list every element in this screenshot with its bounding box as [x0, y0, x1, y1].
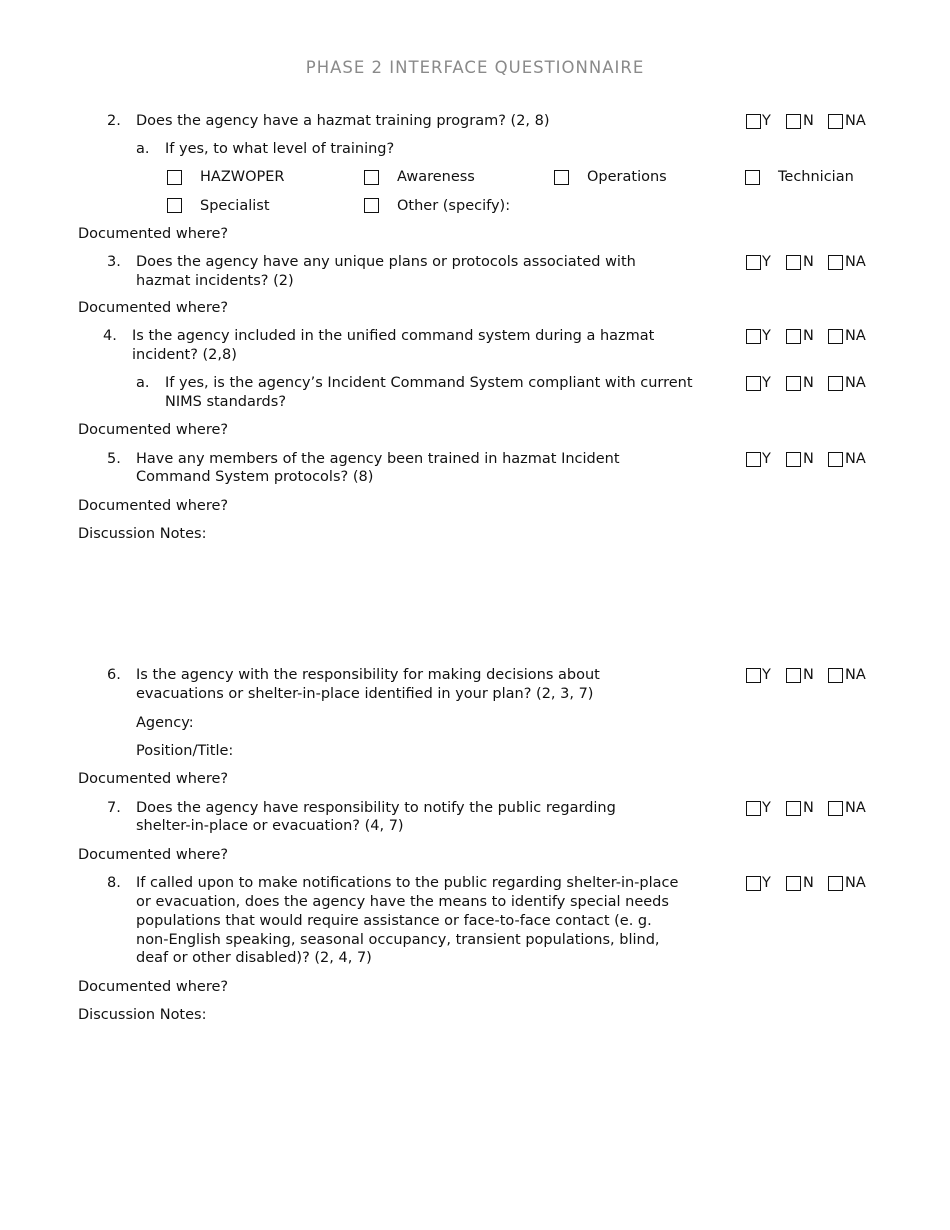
na-label: NA: [845, 667, 866, 683]
question-6-na-checkbox[interactable]: [828, 668, 843, 683]
no-label: N: [803, 254, 814, 270]
question-8-documented-where: Documented where?: [78, 979, 229, 995]
question-3-no-checkbox[interactable]: [786, 255, 801, 270]
question-3-answer-group: [746, 253, 876, 272]
question-3-yes-checkbox[interactable]: [746, 255, 761, 270]
question-5-no-checkbox[interactable]: [786, 452, 801, 467]
question-6-no-checkbox[interactable]: [786, 668, 801, 683]
no-label: N: [803, 800, 814, 816]
question-5-documented-where: Documented where?: [78, 498, 229, 514]
no-label: N: [803, 375, 814, 391]
question-2-answer-group: [746, 112, 876, 131]
question-4a-letter: a.: [136, 375, 150, 391]
question-2-text: Does the agency have a hazmat training program? (2, 8): [136, 113, 550, 129]
question-5-number: 5.: [107, 451, 121, 467]
question-8-text-line5: deaf or other disabled)? (2, 4, 7): [136, 950, 372, 966]
question-7-answer-group: [746, 799, 876, 818]
question-8-answer-group: [746, 874, 876, 893]
position-title-label: Position/Title:: [136, 743, 234, 759]
question-8-yes-checkbox[interactable]: [746, 876, 761, 891]
question-4a-na-checkbox[interactable]: [828, 376, 843, 391]
yes-label: Y: [762, 451, 771, 467]
yes-label: Y: [762, 375, 771, 391]
question-2-yes-checkbox[interactable]: [746, 114, 761, 129]
no-label: N: [803, 113, 814, 129]
na-label: NA: [845, 451, 866, 467]
other-specify-checkbox[interactable]: [364, 198, 379, 213]
question-4a-text-line2: NIMS standards?: [165, 394, 287, 410]
question-2-number: 2.: [107, 113, 121, 129]
no-label: N: [803, 451, 814, 467]
question-5-text-line2: Command System protocols? (8): [136, 469, 374, 485]
question-3-text-line1: Does the agency have any unique plans or protocols associated with: [136, 254, 636, 270]
specialist-checkbox[interactable]: [167, 198, 182, 213]
question-8-text-line3: populations that would require assistance or face-to-face contact (e. g.: [136, 913, 652, 929]
question-7-number: 7.: [107, 800, 121, 816]
question-3-text-line2: hazmat incidents? (2): [136, 273, 294, 289]
na-label: NA: [845, 875, 866, 891]
other-specify-label: Other (specify):: [397, 198, 511, 214]
discussion-notes-label-1: Discussion Notes:: [78, 526, 207, 542]
question-4-text-line1: Is the agency included in the unified command system during a hazmat: [132, 328, 655, 344]
question-8-no-checkbox[interactable]: [786, 876, 801, 891]
question-8-text-line1: If called upon to make notifications to the public regarding shelter-in-place: [136, 875, 679, 891]
yes-label: Y: [762, 800, 771, 816]
question-7-text-line2: shelter-in-place or evacuation? (4, 7): [136, 818, 404, 834]
question-3-na-checkbox[interactable]: [828, 255, 843, 270]
question-6-answer-group: [746, 666, 876, 685]
question-5-text-line1: Have any members of the agency been trained in hazmat Incident: [136, 451, 620, 467]
question-7-na-checkbox[interactable]: [828, 801, 843, 816]
question-2-na-checkbox[interactable]: [828, 114, 843, 129]
question-3-documented-where: Documented where?: [78, 300, 229, 316]
operations-label: Operations: [587, 169, 667, 185]
hazwoper-label: HAZWOPER: [200, 169, 285, 185]
question-4-na-checkbox[interactable]: [828, 329, 843, 344]
question-8-number: 8.: [107, 875, 121, 891]
question-6-text-line2: evacuations or shelter-in-place identified in your plan? (2, 3, 7): [136, 686, 594, 702]
question-4-no-checkbox[interactable]: [786, 329, 801, 344]
question-4a-text-line1: If yes, is the agency’s Incident Command System compliant with current: [165, 375, 693, 391]
technician-label: Technician: [778, 169, 854, 185]
operations-checkbox[interactable]: [554, 170, 569, 185]
yes-label: Y: [762, 254, 771, 270]
question-8-na-checkbox[interactable]: [828, 876, 843, 891]
question-4a-no-checkbox[interactable]: [786, 376, 801, 391]
question-8-text-line4: non-English speaking, seasonal occupancy, transient populations, blind,: [136, 932, 660, 948]
no-label: N: [803, 875, 814, 891]
na-label: NA: [845, 800, 866, 816]
page-title: PHASE 2 INTERFACE QUESTIONNAIRE: [305, 58, 645, 77]
question-7-documented-where: Documented where?: [78, 847, 229, 863]
na-label: NA: [845, 328, 866, 344]
question-6-documented-where: Documented where?: [78, 771, 229, 787]
awareness-label: Awareness: [397, 169, 475, 185]
question-4-answer-group: [746, 327, 876, 346]
technician-checkbox[interactable]: [745, 170, 760, 185]
question-7-yes-checkbox[interactable]: [746, 801, 761, 816]
specialist-label: Specialist: [200, 198, 270, 214]
question-5-yes-checkbox[interactable]: [746, 452, 761, 467]
question-8-text-line2: or evacuation, does the agency have the means to identify special needs: [136, 894, 669, 910]
question-7-text-line1: Does the agency have responsibility to notify the public regarding: [136, 800, 616, 816]
na-label: NA: [845, 375, 866, 391]
na-label: NA: [845, 113, 866, 129]
question-2a-text: If yes, to what level of training?: [165, 141, 395, 157]
question-5-answer-group: [746, 450, 876, 469]
question-4a-answer-group: [746, 374, 876, 393]
discussion-notes-label-2: Discussion Notes:: [78, 1007, 207, 1023]
agency-label: Agency:: [136, 715, 194, 731]
question-4-number: 4.: [103, 328, 117, 344]
yes-label: Y: [762, 328, 771, 344]
awareness-checkbox[interactable]: [364, 170, 379, 185]
question-6-number: 6.: [107, 667, 121, 683]
question-3-number: 3.: [107, 254, 121, 270]
question-6-text-line1: Is the agency with the responsibility for making decisions about: [136, 667, 600, 683]
question-5-na-checkbox[interactable]: [828, 452, 843, 467]
na-label: NA: [845, 254, 866, 270]
question-2-documented-where: Documented where?: [78, 226, 229, 242]
yes-label: Y: [762, 113, 771, 129]
question-7-no-checkbox[interactable]: [786, 801, 801, 816]
question-2a-letter: a.: [136, 141, 150, 157]
yes-label: Y: [762, 667, 771, 683]
no-label: N: [803, 328, 814, 344]
question-6-yes-checkbox[interactable]: [746, 668, 761, 683]
question-4-documented-where: Documented where?: [78, 422, 229, 438]
question-4a-yes-checkbox[interactable]: [746, 376, 761, 391]
yes-label: Y: [762, 875, 771, 891]
no-label: N: [803, 667, 814, 683]
question-4-yes-checkbox[interactable]: [746, 329, 761, 344]
question-4-text-line2: incident? (2,8): [132, 347, 237, 363]
hazwoper-checkbox[interactable]: [167, 170, 182, 185]
question-2-no-checkbox[interactable]: [786, 114, 801, 129]
